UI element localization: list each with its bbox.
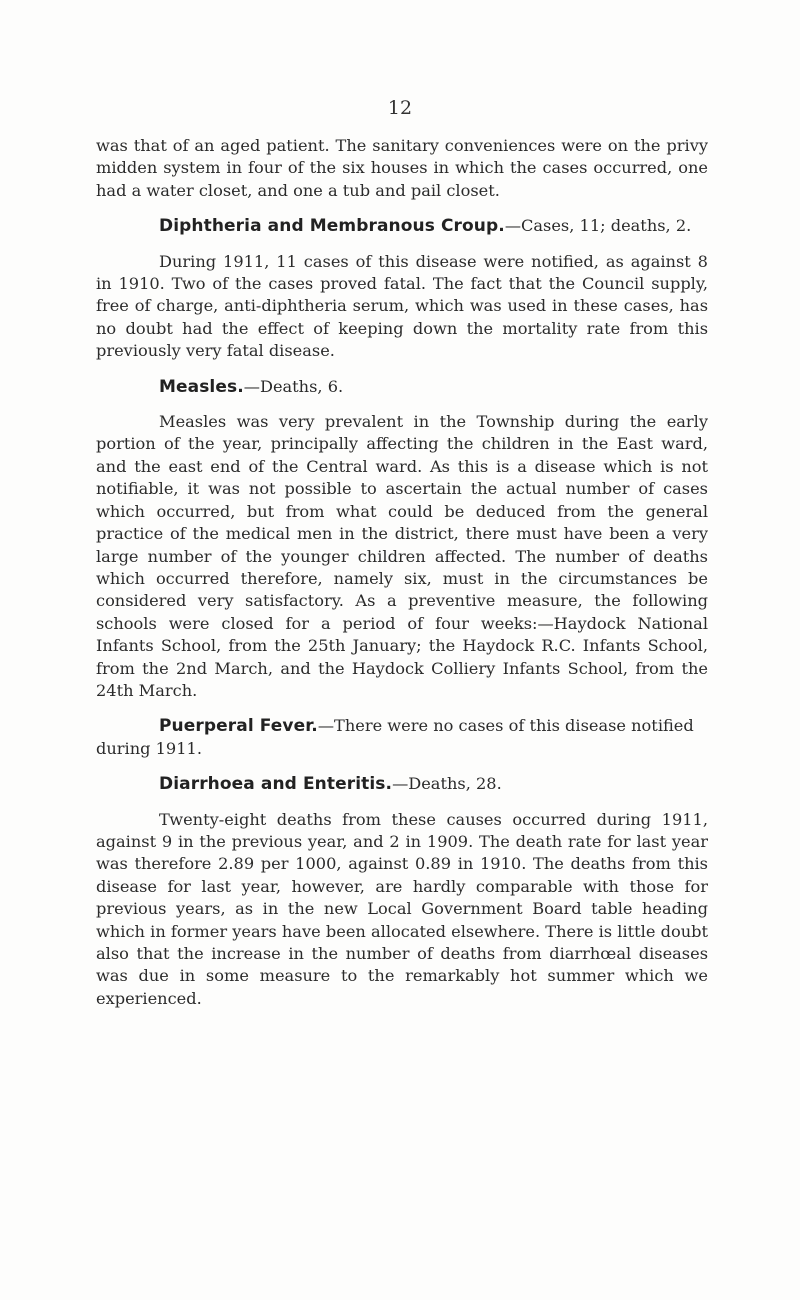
heading-title-puerperal-fever: Puerperal Fever. [159,716,318,737]
heading-detail-diphtheria: —Cases, 11; deaths, 2. [504,216,692,236]
heading-puerperal-fever [96,715,708,760]
heading-diarrhoea [96,773,708,795]
paragraph-diphtheria: During 1911, 11 cases of this disease were notified, as against 8 in 1910. Two of the cases proved fatal. The fact that the Council supply, free of charge, anti-diphtheria serum, which was used in these cases, has no doubt had the effect of keeping down the mortality rate from this previously very fatal disease. [96,251,708,361]
paragraph-measles: Measles was very prevalent in the Township during the early portion of the year, principally affecting the children in the East ward, and the east end of the Central ward. As this is a disease which is not notifiable, it was not possible to ascertain the actual number of cases which occurred, but from what could be deduced from the general practice of the medical men in the district, there must have been a very large number of the younger children affected. The number of deaths which occurred therefore, namely six, must in the circumstances be considered very satisfactory. As a preventive measure, the following schools were closed for a period of four weeks:—Haydock National Infants School, from the 25th January; the Haydock R.C. Infants School, from the 2nd March, and the Haydock Colliery Infants School, from the 24th March. [96,412,708,700]
heading-detail-diarrhoea: —Deaths, 28. [392,774,502,794]
heading-detail-measles: —Deaths, 6. [243,376,344,396]
heading-title-measles: Measles. [159,376,244,397]
heading-diphtheria [96,215,708,237]
heading-title-diphtheria: Diphtheria and Membranous Croup. [159,216,505,237]
heading-measles [96,376,708,398]
heading-title-diarrhoea: Diarrhoea and Enteritis. [159,774,393,795]
page-body [96,135,708,1010]
heading-detail-puerperal-fever: —There were no cases of this disease notified during 1911. [96,716,694,758]
page-number: 12 [387,97,413,119]
paragraph-diarrhoea: Twenty-eight deaths from these causes occurred during 1911, against 9 in the previous year, and 2 in 1909. The death rate for last year was therefore 2.89 per 1000, against 0.89 in 1910. The deaths from this disease for last year, however, are hardly comparable with those for previous years, as in the new Local Government Board table heading which in former years have been allocated elsewhere. There is little doubt also that the increase in the number of deaths from diarrhœal diseases was due in some measure to the remarkably hot summer which we experienced. [96,809,708,1008]
paragraph-sanitary-conveniences: was that of an aged patient. The sanitary conveniences were on the privy midden system in four of the six houses in which the cases occurred, one had a water closet, and one a tub and pail closet. [96,136,708,200]
